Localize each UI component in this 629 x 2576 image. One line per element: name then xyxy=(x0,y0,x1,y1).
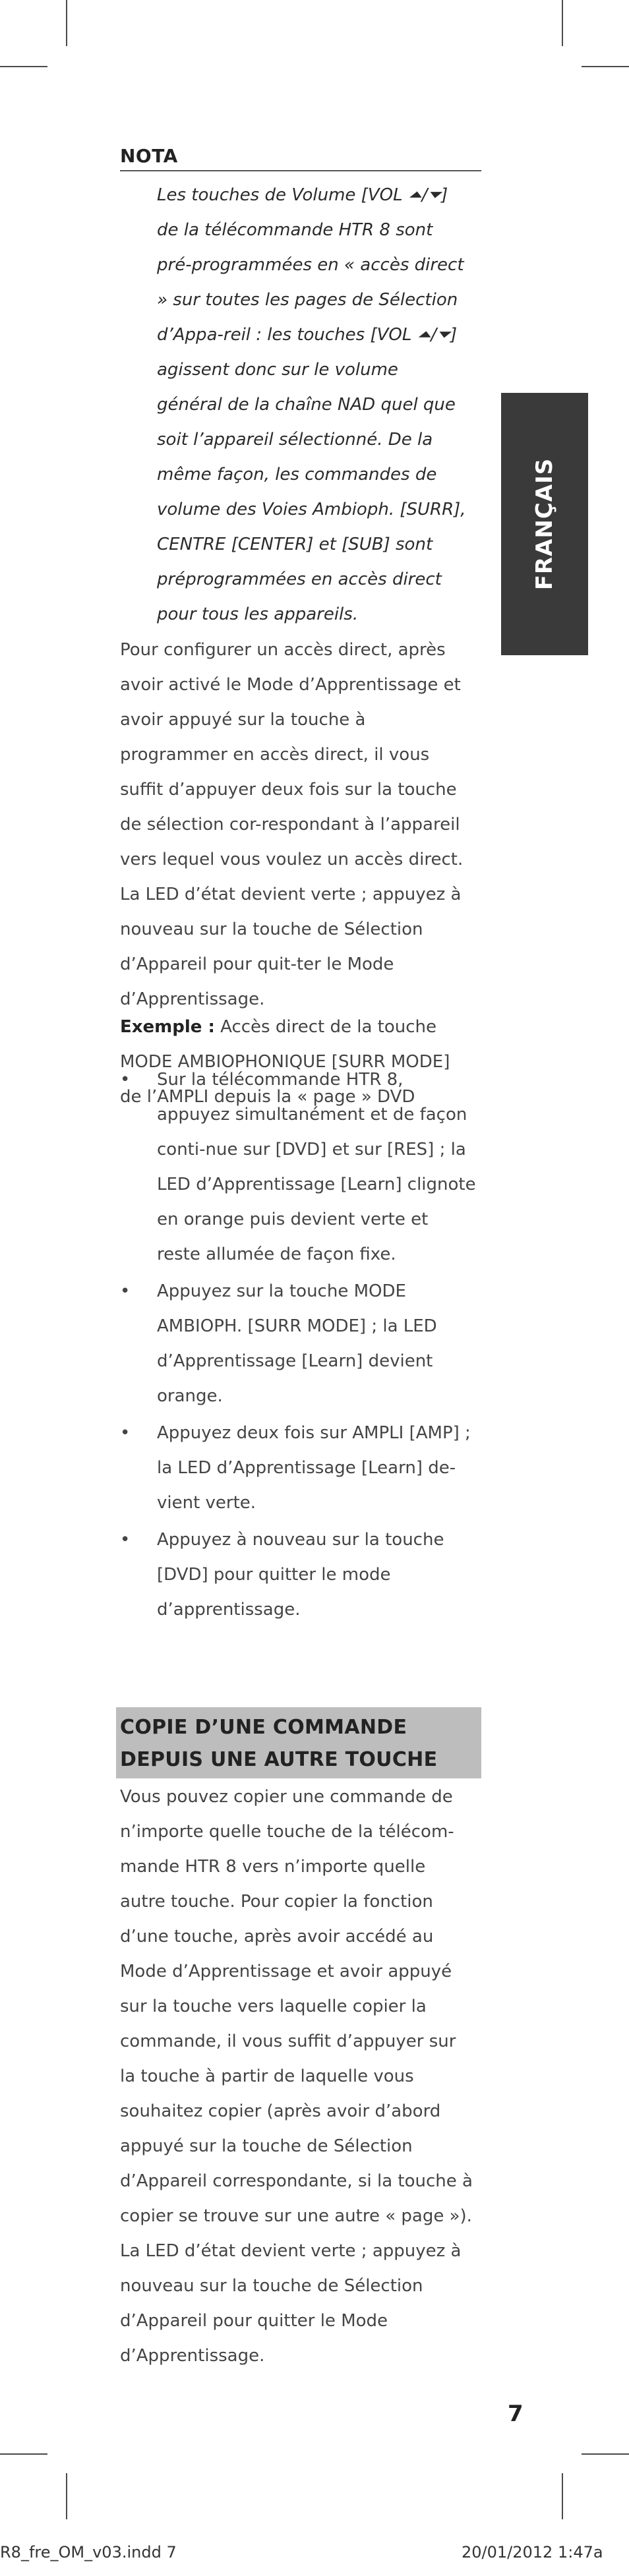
crop-mark-bottom-left-horizontal xyxy=(0,2453,47,2455)
nota-heading: NOTA xyxy=(120,145,178,167)
list-item xyxy=(120,1416,476,1521)
list-item-text: Appuyez à nouveau sur la touche [DVD] pour quitter le mode d’apprentissage. xyxy=(157,1530,444,1620)
footer-timestamp: 20/01/2012 1:47a xyxy=(462,2543,603,2561)
example-label: Exemple : xyxy=(120,1017,215,1037)
crop-mark-bottom-right-horizontal xyxy=(582,2453,629,2455)
bullet-marker: • xyxy=(120,1281,131,1301)
direct-access-paragraph: Pour configurer un accès direct, après avoir activé le Mode d’Apprentissage et avoir appuyé sur la touche à programmer en accès direct, il vous suffit d’appuyer deux fois sur la touche de sélection cor-respondant à l’appareil vers lequel vous voulez un accès direct. La LED d’état devient verte ; appuyez à nouveau sur la touche de Sélection d’Appareil pour quit-ter le Mode d’Apprentissage. xyxy=(120,640,464,1009)
list-item xyxy=(120,1274,476,1414)
crop-mark-bottom-right-vertical xyxy=(562,2473,563,2519)
list-item xyxy=(120,1523,476,1627)
crop-mark-top-right-vertical xyxy=(562,0,563,46)
list-item xyxy=(120,1063,476,1272)
crop-mark-top-right-horizontal xyxy=(582,66,629,67)
nota-divider xyxy=(120,170,481,171)
bullet-marker: • xyxy=(120,1530,131,1550)
page-number: 7 xyxy=(508,2401,524,2427)
list-item-text: Appuyez sur la touche MODE AMBIOPH. [SURR MODE] ; la LED d’Apprentissage [Learn] devient orange. xyxy=(157,1281,437,1406)
section-heading-box xyxy=(116,1707,481,1778)
language-tab xyxy=(501,393,588,655)
example-text: Accès direct de la touche MODE AMBIOPHONIQUE [SURR MODE] de l’AMPLI depuis la « page » DVD xyxy=(120,1017,450,1107)
crop-mark-top-left-horizontal xyxy=(0,66,47,67)
footer-file-name: R8_fre_OM_v03.indd 7 xyxy=(0,2543,177,2561)
section-heading: COPIE D’UNE COMMANDE DEPUIS UNE AUTRE TOUCHE xyxy=(120,1716,438,1771)
bullet-marker: • xyxy=(120,1070,131,1090)
copy-command-paragraph: Vous pouvez copier une commande de n’importe quelle touche de la télécom-mande HTR 8 vers n’importe quelle autre touche. Pour copier la fonction d’une touche, après avoir accédé au Mode d’Apprentissage et avoir appuyé sur la touche vers laquelle copier la commande, il vous suffit d’appuyer sur la touche à partir de laquelle vous souhaitez copier (après avoir d’abord appuyé sur la touche de Sélection d’Appareil correspondante, si la touche à copier se trouve sur une autre « page »). La LED d’état devient verte ; appuyez à nouveau sur la touche de Sélection d’Appareil pour quitter le Mode d’Apprentissage. xyxy=(120,1787,473,2366)
crop-mark-bottom-left-vertical xyxy=(66,2473,67,2519)
crop-mark-top-left-vertical xyxy=(66,0,67,46)
list-item-text: Sur la télécommande HTR 8, appuyez simultanément et de façon conti-nue sur [DVD] et sur [RES] ; la LED d’Apprentissage [Learn] clignote en orange puis devient verte et reste allumée de façon fixe. xyxy=(157,1070,476,1264)
bullet-marker: • xyxy=(120,1423,131,1443)
nota-text: Les touches de Volume [VOL ⏶/⏷] de la télécommande HTR 8 sont pré-programmées en « accès direct » sur toutes les pages de Sélection d’Appa-reil : les touches [VOL ⏶/⏷] agissent donc sur le volume général de la chaîne NAD quel que soit l’appareil sélectionné. De la même façon, les commandes de volume des Voies Ambioph. [SURR], CENTRE [CENTER] et [SUB] sont préprogrammées en accès direct pour tous les appareils. xyxy=(157,185,466,624)
example-steps-list xyxy=(120,1063,476,1629)
language-tab-label: FRANÇAIS xyxy=(531,457,558,591)
list-item-text: Appuyez deux fois sur AMPLI [AMP] ; la LED d’Apprentissage [Learn] de-vient verte. xyxy=(157,1423,471,1513)
